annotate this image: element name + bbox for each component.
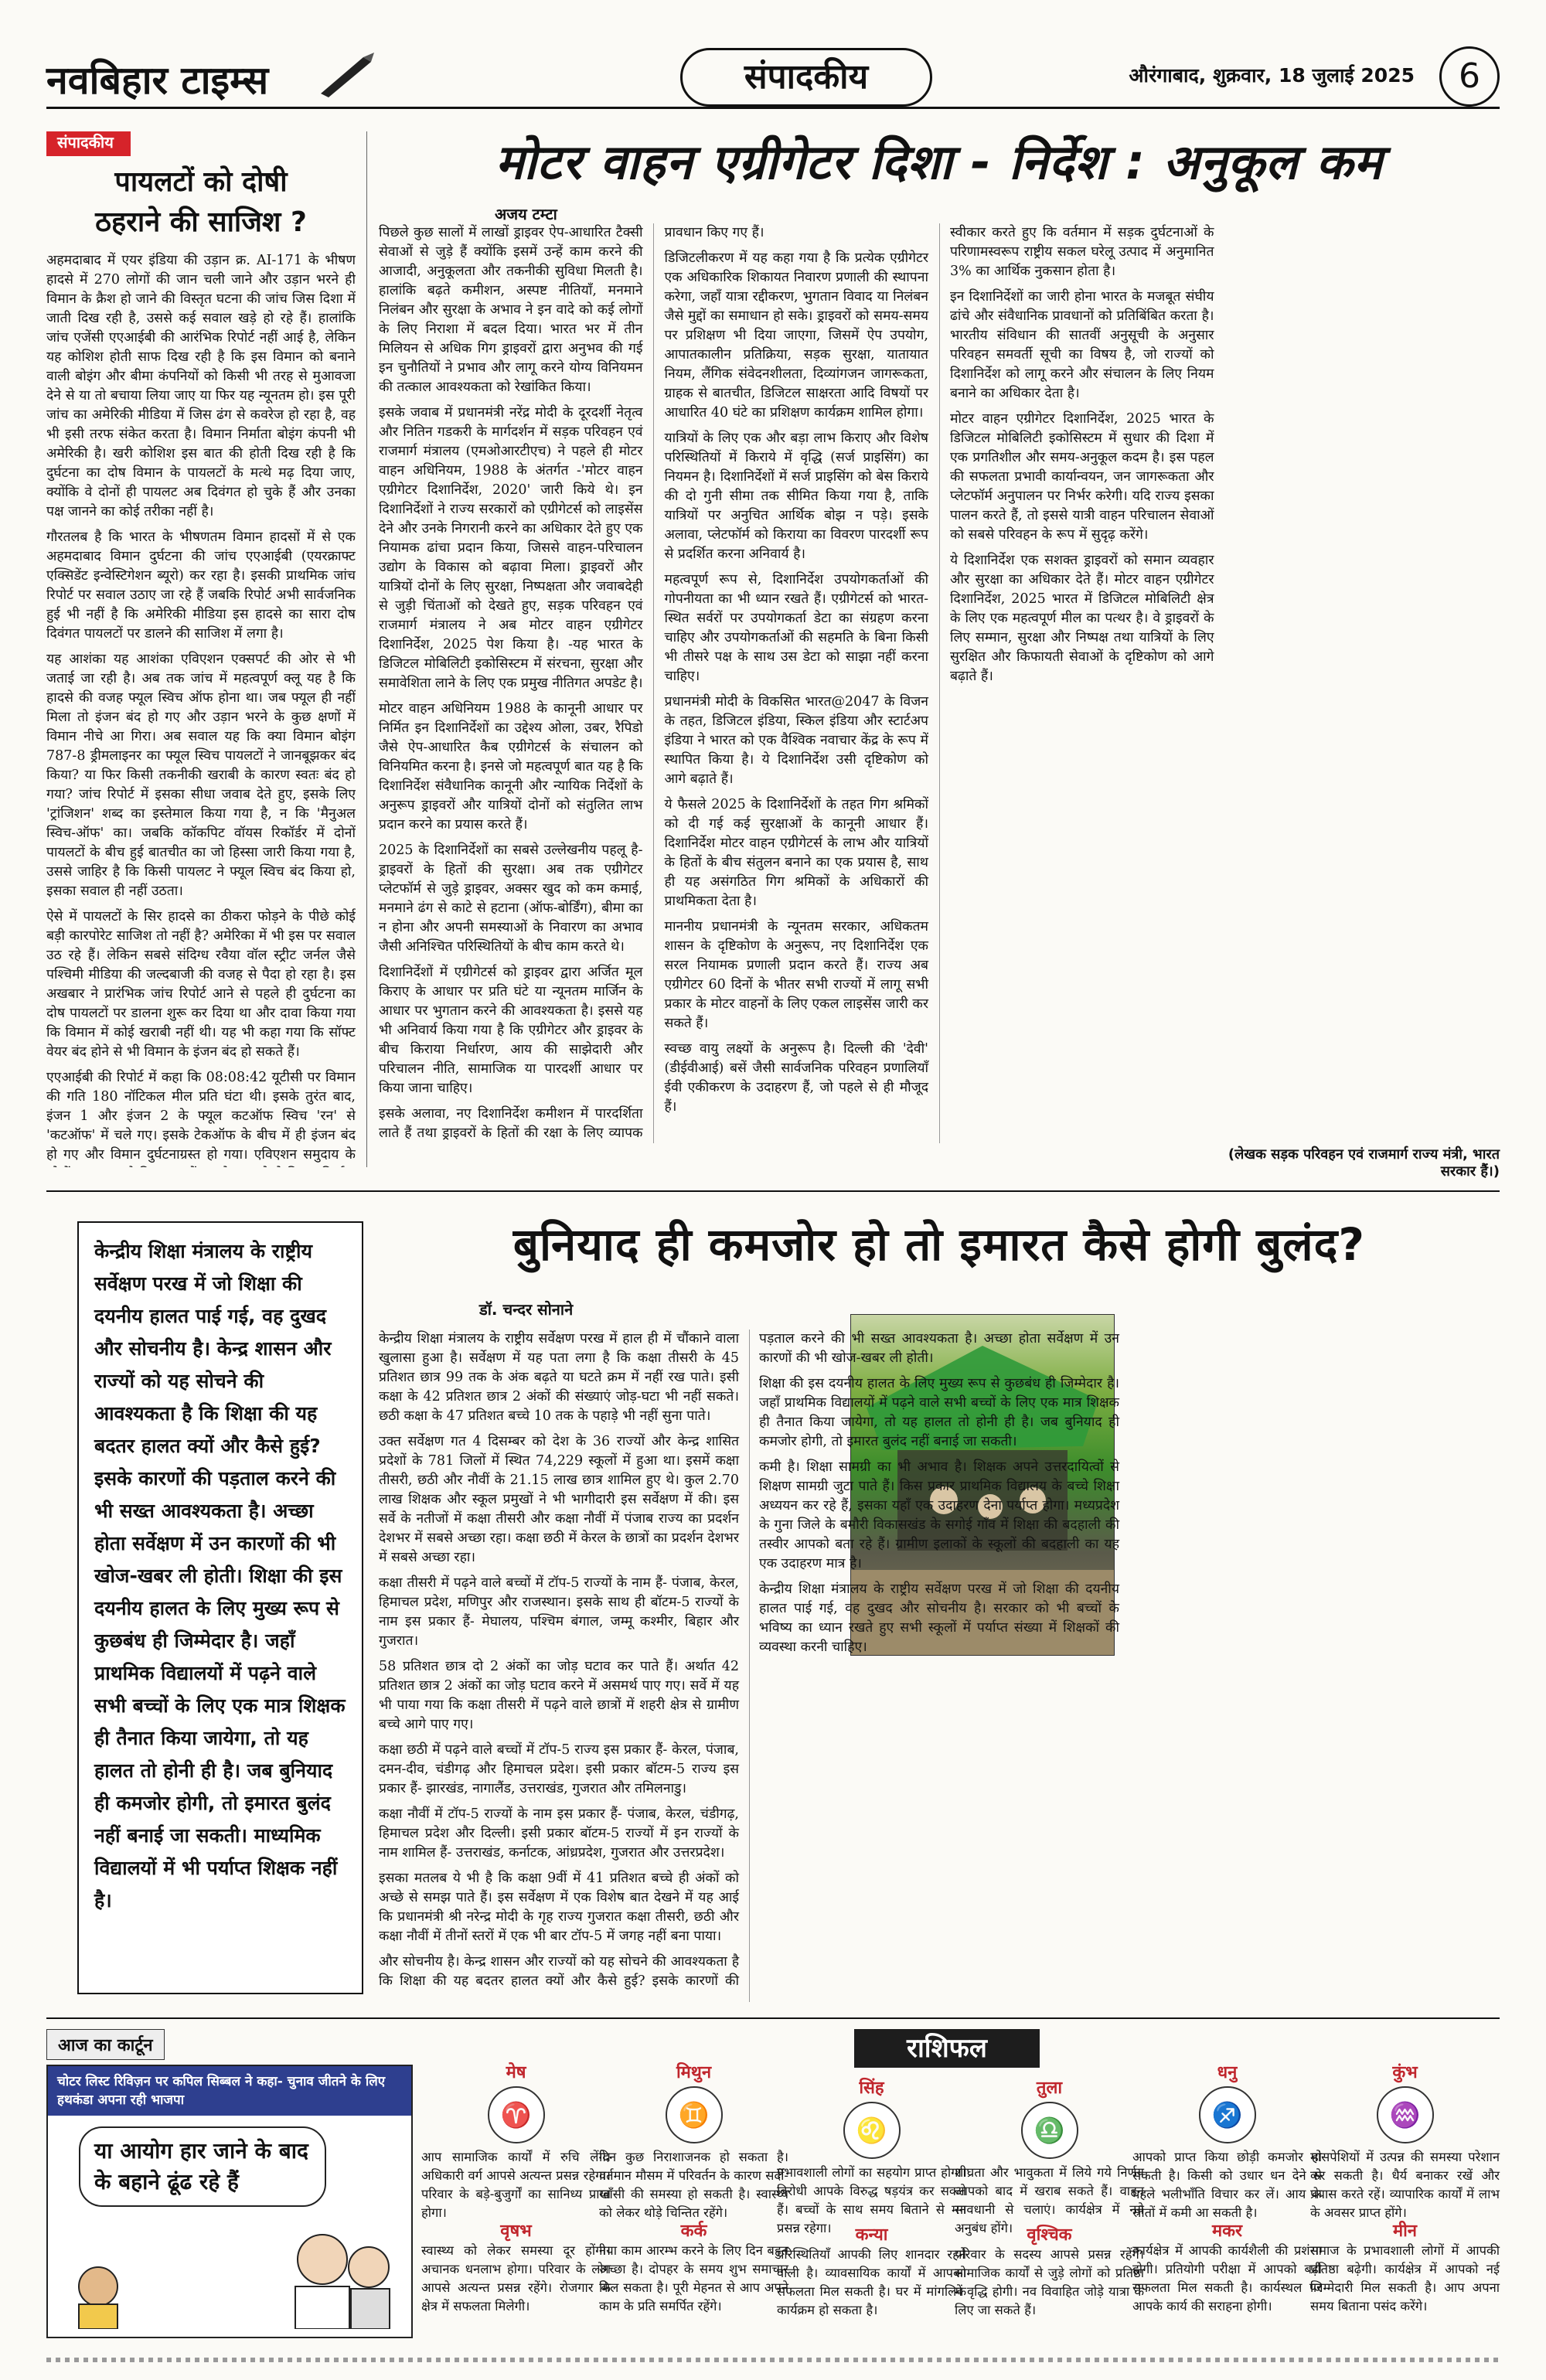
speech-bubble: या आयोग हार जाने के बाद के बहाने ढूंढ रहे हैं: [79, 2126, 326, 2207]
sign-text: कार्यक्षेत्र में आपकी कार्यशैली की प्रशंसा होगी। प्रतियोगी परीक्षा में आपको बड़ी सफलता मिल सकती है। कार्यस्थल पर आपके कार्य की सराहना होगी।: [1132, 2243, 1322, 2314]
sign-makar: [1132, 2218, 1322, 2316]
main-body: [379, 223, 1500, 1143]
cartoon-panel: [46, 2029, 410, 2338]
sign-text: आपको प्राप्त किया छोड़ी कमजोर हो सकती है। किसी को उधार धन देने से पहले भलीभाँति विचार कर लें। आय के स्रोतों में कमी आ सकती है।: [1132, 2150, 1322, 2220]
leo-icon: ♌: [843, 2102, 901, 2159]
sign-text: नया काम आरम्भ करने के लिए दिन बहुत अच्छा है। दोपहर के समय शुभ समाचार मिल सकता है। पूरी मेहनत से आप अपने काम के प्रति समर्पित रहेंगे।: [599, 2243, 788, 2314]
left-editorial: [46, 131, 356, 1167]
main-paragraph: डिजिटलीकरण में यह कहा गया है कि प्रत्येक एग्रीगेटर एक अधिकारिक शिकायत निवारण प्रणाली की स्थापना करेगा, जहाँ यात्रा रद्दीकरण, भुगतान विवाद या निलंबन जैसे मुद्दों का समाधान हो सके। ड्राइवरों को समय-समय पर प्रशिक्षण भी दिया जाएगा, जिसमें ऐप उपयोग, आपातकालीन प्रतिक्रिया, सड़क सुरक्षा, यातायात नियम, लैंगिक संवेदनशीलता, दिव्यांगजन जागरूकता, ग्राहक से बातचीत, डिजिटल साक्षरता आदि विषयों पर आधारित 40 घंटे का प्रशिक्षण कार्यक्रम शामिल होगा।: [664, 250, 928, 421]
sign-name: मीन: [1392, 2222, 1418, 2241]
issue-date: औरंगाबाद, शुक्रवार, 18 जुलाई 2025: [1129, 64, 1415, 87]
main-byline: अजय टम्टा: [495, 205, 557, 223]
sign-vrishchik: [955, 2222, 1144, 2320]
main-paragraph: महत्वपूर्ण रूप से, दिशानिर्देश उपयोगकर्ताओं की गोपनीयता का भी ध्यान रखते हैं। एग्रीगेटर्स को भारत-स्थित सर्वरों पर उपयोगकर्ता डेटा का संग्रहण करना चाहिए और उपयोगकर्ताओं की सहमति के बिना किसी भी तीसरे पक्ष के साथ उस डेटा को साझा नहीं करना चाहिए।: [664, 572, 928, 684]
second-paragraph: इसका मतलब ये भी है कि कक्षा 9वीं में 41 प्रतिशत बच्चे ही अंकों को अच्छे से समझ पाते हैं। इस सर्वेक्षण में एक विशेष बात देखने में यह आई कि प्रधानमंत्री श्री नरेन्द्र मोदी के गृह राज्य गुजरात कक्षा तीसरी, छठी और कक्षा नौवीं में तीनों स्तरों में एक भी बार टॉप-5 में जगह नहीं बना पाया।: [379, 1871, 739, 1944]
sign-text: शीघ्रता और भावुकता में लिये गये निर्णय आपको बाद में खराब सकते हैं। वाहन सावधानी से चलाएं। कार्यक्षेत्र में नये अनुबंध होंगे।: [955, 2165, 1144, 2235]
main-paragraph: मोटर वाहन अधिनियम 1988 के कानूनी आधार पर निर्मित इन दिशानिर्देशों का उद्देश्य ओला, उबर, रैपिडो जैसे ऐप-आधारित कैब एग्रीगेटर्स के संचालन को विनियमित करना है। इनसे जो महत्वपूर्ण बात यह है कि दिशानिर्देश संवैधानिक कानूनी और न्यायिक निर्देशों के अनुरूप ड्राइवरों और यात्रियों दोनों को संतुलित लाभ प्रदान करने का प्रयास करते हैं।: [379, 701, 643, 832]
main-paragraph: 2025 के दिशानिर्देशों का सबसे उल्लेखनीय पहलू है-ड्राइवरों के हितों की सुरक्षा। अब तक एग्रीगेटर प्लेटफॉर्म से जुड़े ड्राइवर, अक्सर खुद को कम कमाई, मनमाने ढंग से काटे से हटाना (ऑफ-बोर्डिंग), बीमा का न होना और अपनी समस्याओं के निवारण का अभाव जैसी अनिश्चित परिस्थितियों के बीच काम करते थे।: [379, 843, 643, 955]
second-paragraph: उक्त सर्वेक्षण गत 4 दिसम्बर को देश के 36 राज्यों और केन्द्र शासित प्रदेशों के 781 जिलों में स्थित 74,229 स्कूलों में हुआ था। इसमें कक्षा तीसरी, छठी और नौवीं के 21.15 लाख छात्र शामिल हुए थे। कुल 2.70 लाख शिक्षक और स्कूल प्रमुखों ने भी भागीदारी इस सर्वेक्षण में की। इस सर्वे के नतीजों में कक्षा तीसरी और कक्षा नौवीं में पंजाब राज्य का प्रदर्शन देशभर में सबसे अच्छा रहा। कक्षा छठी में केरल के छात्रों का प्रदर्शन देशभर में सबसे अच्छा रहा।: [379, 1434, 739, 1565]
sign-name: सिंह: [859, 2079, 884, 2098]
second-paragraph: और सोचनीय है। केन्द्र शासन और राज्यों को यह सोचने की आवश्यकता है कि शिक्षा की यह बदतर हालत क्यों और कैसे हुई? इसके कारणों की पड़ताल करने की भी सख्त आवश्यकता है। अच्छा होता सर्वेक्षण में उन कारणों की भी खोज-खबर ली होती।: [379, 1331, 1119, 1989]
aquarius-icon: ♒: [1377, 2086, 1434, 2143]
main-article: [379, 128, 1500, 1180]
cartoon-frame: [46, 2065, 413, 2338]
pull-quote-text: केन्द्रीय शिक्षा मंत्रालय के राष्ट्रीय सर्वेक्षण परख में जो शिक्षा की दयनीय हालत पाई गई, वह दुखद और सोचनीय है। केन्द्र शासन और राज्यों को यह सोचने की आवश्यकता है कि शिक्षा की यह बदतर हालत क्यों और कैसे हुई? इसके कारणों की पड़ताल करने की भी सख्त आवश्यकता है। अच्छा होता सर्वेक्षण में उन कारणों की भी खोज-खबर ली होती। शिक्षा की इस दयनीय हालत के लिए मुख्य रूप से कुछबंध ही जिम्मेदार है। जहाँ प्राथमिक विद्यालयों में पढ़ने वाले सभी बच्चों के लिए एक मात्र शिक्षक ही तैनात किया जायेगा, तो यह हालत तो होनी ही है। जब बुनियाद ही कमजोर होगी, तो इमारत बुलंद नहीं बनाई जा सकती। माध्यमिक विद्यालयों में भी पर्याप्त शिक्षक नहीं है।: [94, 1240, 346, 1912]
editorial-paragraph: यह आशंका यह आशंका एविएशन एक्सपर्ट की ओर से भी जताई जा रही है। अब तक जांच में महत्वपूर्ण क्लू यह है कि हादसे की वजह फ्यूल स्विच ऑफ होना था। जब फ्यूल ही नहीं मिला तो इंजन बंद हो गए और उड़ान भरने के कुछ क्षणों में विमान नीचे आ गिरा। अब सवाल यह कि क्या विमान बोइंग 787-8 ड्रीमलाइनर का फ्यूल स्विच पायलटों ने जानबूझकर बंद किया? या फिर किसी तकनीकी खराबी के कारण स्वतः बंद हो गया? जांच रिपोर्ट में इसका सीधा जवाब देते हुए, इसके लिए 'ट्रांजिशन' शब्द का इस्तेमाल किया गया है, न कि 'मैनुअल स्विच-ऑफ' का। जबकि कॉकपिट वॉयस रिकॉर्डर में दोनों पायलटों के बीच हुई बातचीत का जो हिस्सा जारी किया गया है, उससे जाहिर है कि किसी पायलट ने फ्यूल स्विच बंद किया हो, इसका सवाल ही नहीं उठता।: [46, 652, 356, 899]
main-paragraph: स्वीकार करते हुए कि वर्तमान में सड़क दुर्घटनाओं के परिणामस्वरूप राष्ट्रीय सकल घरेलू उत्पाद में अनुमानित 3% का आर्थिक नुकसान होता है।: [950, 225, 1214, 279]
sign-name: कर्क: [680, 2222, 707, 2241]
second-headline: बुनियाद ही कमजोर हो तो इमारत कैसे होगी बुलंद?: [512, 1218, 1366, 1271]
main-paragraph: स्वच्छ वायु लक्ष्यों के अनुरूप है। दिल्ली की 'देवी' (डीईवीआई) बसें जैसी सार्वजनिक परिवहन प्रणालियाँ ईवी एकीकरण के उदाहरण हैं, जो पहले से ही मौजूद हैं।: [664, 1041, 928, 1115]
editorial-paragraph: गौरतलब है कि भारत के भीषणतम विमान हादसों में से एक अहमदाबाद विमान दुर्घटना की जांच एएआईबी (एयरक्राफ्ट एक्सिडेंट इन्वेस्टिगेशन ब्यूरो) कर रहा है। इसकी प्राथमिक जांच रिपोर्ट पर सवाल उठाए जा रहे हैं जबकि रिपोर्ट अभी सार्वजनिक हुई भी नहीं है कि अमेरिकी मीडिया इस हादसे का सारा दोष दिवंगत पायलटों पर डालने की साजिश में लगा है।: [46, 529, 356, 642]
cartoon-label: आज का कार्टून: [46, 2029, 165, 2060]
cartoon-figure-icon: [280, 2228, 396, 2329]
second-paragraph: कमी है। शिक्षा सामग्री का भी अभाव है। शिक्षक अपने उत्तरदायित्वों से शिक्षण सामग्री जुटा पाते हैं। किस प्रकार प्राथमिक विद्यालय के बच्चे शिक्षा अध्ययन कर रहे हैं, इसका यहाँ एक उदाहरण देना पर्याप्त होगा। मध्यप्रदेश के गुना जिले के बमौरी विकासखंड के सगोई गाँव में शिक्षा की बदहाली की तस्वीर आपको बता रहे हैं। ग्रामीण इलाकों के स्कूलों की बदहाली का यह एक उदाहरण मात्र है।: [759, 1459, 1119, 1571]
main-paragraph: दिशानिर्देशों में एग्रीगेटर्स को ड्राइवर द्वारा अर्जित मूल किराए के आधार पर प्रति घंटे या न्यूनतम मार्जिन के आधार पर भुगतान करने की आवश्यकता है। इससे यह भी अनिवार्य किया गया है कि एग्रीगेटर और ड्राइवर के बीच किराया निर्धारण, आय की साझेदारी और परिचालन नीति, सामाजिक या पारदर्शी आधार पर किया जाना चाहिए।: [379, 965, 643, 1096]
sign-name: तुला: [1036, 2079, 1063, 2098]
sign-text: दिन कुछ निराशाजनक हो सकता है। वर्तमान मौसम में परिवर्तन के कारण सर्दी-खाँसी की समस्या हो सकती है। स्वास्थ्य को लेकर थोड़े चिन्तित रहेंगे।: [599, 2150, 788, 2220]
main-paragraph: माननीय प्रधानमंत्री के न्यूनतम सरकार, अधिकतम शासन के दृष्टिकोण के अनुरूप, नए दिशानिर्देश एक सरल नियामक प्रणाली प्रदान करते हैं। राज्य अब एग्रीगेटर 60 दिनों के भीतर सभी राज्यों में लागू सभी प्रकार के मोटर वाहनों के लिए एकल लाइसेंस जारी कर सकते हैं।: [664, 919, 928, 1031]
sign-name: कन्या: [855, 2225, 888, 2245]
main-paragraph: मोटर वाहन एग्रीगेटर दिशानिर्देश, 2025 भारत के डिजिटल मोबिलिटी इकोसिस्टम में सुधार की दिशा में एक प्रगतिशील और समय-अनुकूल कदम है। इस पहल की सफलता प्रभावी कार्यान्वयन, जन जागरूकता और प्लेटफॉर्म अनुपालन पर निर्भर करेगी। यदि राज्य इसका पालन करते हैं, तो इससे यात्री वाहन परिचालन सेवाओं को सबसे परिवहन के रूप में सुदृढ़ करेंगे।: [950, 411, 1214, 543]
editorial-tag: [46, 131, 356, 152]
sign-tula: [955, 2075, 1144, 2238]
sign-text: परिस्थितियाँ आपकी लिए शानदार रहने वाली है। व्यावसायिक कार्यों में आपको सफलता मिल सकती है। घर में मांगलिक कार्यक्रम हो सकता है।: [777, 2247, 966, 2317]
main-paragraph: इसके अलावा, नए दिशानिर्देश कमीशन में पारदर्शिता लाते हैं तथा ड्राइवरों के हितों की रक्षा के लिए व्यापक प्रावधान किए गए हैं।: [379, 225, 764, 1141]
section-title: संपादकीय: [680, 48, 932, 107]
main-paragraph: इन दिशानिर्देशों का जारी होना भारत के मजबूत संघीय ढांचे और संवैधानिक प्रावधानों को प्रतिबिंबित करता है। भारतीय संविधान की सातवीं अनुसूची के अनुसार परिवहन समवर्ती सूची का विषय है, जो राज्यों को दिशानिर्देश को लागू करने और संचालन के लिए नियम बनाने का अधिकार देता है।: [950, 289, 1214, 401]
sign-kanya: [777, 2222, 966, 2320]
sign-mithun: [599, 2060, 788, 2222]
pull-quote: [77, 1221, 363, 1994]
sign-text: परिवार के सदस्य आपसे प्रसन्न रहेंगे। सामाजिक कार्यों से जुड़े लोगों को प्रतिष्ठा में वृद्धि होगी। नव विवाहित जोड़े यात्रा के लिए जा सकते हैं।: [955, 2247, 1144, 2317]
second-paragraph: कक्षा छठी में पढ़ने वाले बच्चों में टॉप-5 राज्य इस प्रकार हैं- केरल, पंजाब, दमन-दीव, चंडीगढ़ और हिमाचल प्रदेश। इसी प्रकार बॉटम-5 राज्य इस प्रकार हैं- झारखंड, नागालैंड, उत्तराखंड, गुजरात और तमिलनाडु।: [379, 1742, 739, 1796]
main-paragraph: प्रधानमंत्री मोदी के विकसित भारत@2047 के विजन के तहत, डिजिटल इंडिया, स्किल इंडिया और स्टार्टअप इंडिया ने भारत को एक वैश्विक नवाचार केंद्र के रूप में स्थापित किया है। ये दिशानिर्देश उसी दृष्टिकोण को आगे बढ़ाते हैं।: [664, 694, 928, 787]
second-article-headline-wrap: [379, 1210, 1500, 1279]
main-paragraph: ये दिशानिर्देश एक सशक्त ड्राइवरों को समान व्यवहार और सुरक्षा का अधिकार देते हैं। मोटर वाहन एग्रीगेटर दिशानिर्देश, 2025 भारत में डिजिटल मोबिलिटी क्षेत्र के लिए एक महत्वपूर्ण मील का पत्थर है। वे ड्राइवरों के लिए सम्मान, सुरक्षा और निष्पक्ष तथा यात्रियों के लिए सुरक्षित और किफायती सेवाओं के दृष्टिकोण को आगे बढ़ाते हैं।: [950, 553, 1214, 684]
pen-icon: [317, 51, 379, 97]
editorial-body: [46, 251, 356, 1167]
editorial-paragraph: ऐसे में पायलटों के सिर हादसे का ठीकरा फोड़ने के पीछे कोई बड़ी कारपोरेट साजिश तो नहीं है? अमेरिका में भी इस पर सवाल उठ रहे हैं। लेकिन सबसे संदिग्ध रवैया वॉल स्ट्रीट जर्नल जैसे पश्चिमी मीडिया की जल्दबाजी की वजह से पैदा हो रहा है। इस अखबार ने प्रारंभिक जांच रिपोर्ट आने से पहले ही दुर्घटना का दोष पायलटों पर डालना शुरू कर दिया था और दावा किया गया कि विमान में कोई खराबी नहीं थी। यह भी कहा गया कि सॉफ्ट वेयर बंद होने से भी विमान के इंजन बंद हो सकते हैं।: [46, 909, 356, 1060]
rashifal-title: राशिफल: [854, 2029, 1040, 2068]
sign-text: मांसपेशियों में उत्पन्न की समस्या परेशान कर सकती है। धैर्य बनाकर रखें और प्रयास करते रहें। व्यापारिक कार्यों में लाभ के अवसर प्राप्त होंगे।: [1310, 2150, 1500, 2220]
sign-dhanu: [1132, 2060, 1322, 2222]
second-paragraph: 58 प्रतिशत छात्र दो 2 अंकों का जोड़ घटाव कर पाते हैं। अर्थात 42 प्रतिशत छात्र 2 अंकों का जोड़ घटाव करने में असमर्थ पाए गए। सर्वे में यह भी पाया गया कि कक्षा तीसरी में पढ़ने वाले छात्रों में शहरी क्षेत्र से ग्रामीण बच्चे आगे पाए गए।: [379, 1659, 739, 1732]
paper-name: नवबिहार टाइम्स: [46, 58, 269, 103]
sign-kumbh: [1310, 2060, 1500, 2222]
main-headline: मोटर वाहन एग्रीगेटर दिशा - निर्देश : अनुकूल कम: [495, 134, 1384, 190]
second-byline: डॉ. चन्दर सोनाने: [479, 1300, 574, 1319]
main-paragraph: ये फैसले 2025 के दिशानिर्देशों के तहत गिग श्रमिकों को दी गई कई सुरक्षाओं के कानूनी आधार हैं। दिशानिर्देश मोटर वाहन एग्रीगेटर्स के लाभ और यात्रियों के हितों के बीच संतुलन बनाने का एक प्रयास है, साथ ही यह असंगठित गिग श्रमिकों के अधिकारों की प्राथमिकता देता है।: [664, 797, 928, 909]
sign-kark: [599, 2218, 788, 2316]
sign-meen: [1310, 2218, 1500, 2316]
editorial-title-line-2: ठहराने की साजिश ?: [95, 206, 307, 238]
sign-mesh: [421, 2060, 611, 2222]
second-paragraph: केन्द्रीय शिक्षा मंत्रालय के राष्ट्रीय सर्वेक्षण परख में जो शिक्षा की दयनीय हालत पाई गई, वह दुखद और सोचनीय है। सरकार को भी बच्चों के भविष्य का ध्यान रखते हुए सभी स्कूलों में पर्याप्त संख्या में शिक्षकों की व्यवस्था करनी चाहिए।: [759, 1582, 1119, 1655]
editorial-tag-label: संपादकीय: [46, 131, 131, 156]
cartoon-label-wrap: [46, 2029, 410, 2060]
sign-name: वृषभ: [500, 2222, 532, 2241]
second-paragraph: केन्द्रीय शिक्षा मंत्रालय के राष्ट्रीय सर्वेक्षण परख में हाल ही में चौंकाने वाला खुलासा हुआ है। सर्वेक्षण में यह पता लगा है कि कक्षा तीसरी के 45 प्रतिशत छात्र 99 तक के अंक बढ़ते या घटते क्रम में नहीं रख पाते। इसी कक्षा के 42 प्रतिशत छात्र 2 अंकों की संख्याएं जोड़-घटा भी नहीं सकते। छठी कक्षा के 47 प्रतिशत बच्चे 10 तक के पहाड़े भी नहीं सुना पाते।: [379, 1331, 739, 1424]
sign-name: मेष: [506, 2063, 526, 2082]
second-paragraph: शिक्षा की इस दयनीय हालत के लिए मुख्य रूप से कुछबंध ही जिम्मेदार है। जहाँ प्राथमिक विद्यालयों में पढ़ने वाले सभी बच्चों के लिए एक मात्र शिक्षक ही तैनात किया जायेगा, तो यह हालत तो होनी ही है। जब बुनियाद ही कमजोर होगी, तो इमारत बुलंद नहीं बनाई जा सकती।: [759, 1376, 1119, 1449]
cartoon-small-figure-icon: [63, 2259, 133, 2329]
second-paragraph: कक्षा नौवीं में टॉप-5 राज्यों के नाम इस प्रकार हैं- पंजाब, केरल, चंडीगढ़, हिमाचल प्रदेश और दिल्ली। इसी प्रकार बॉटम-5 राज्यों में इन राज्यों के नाम शामिल हैं- उत्तराखंड, कर्नाटक, आंध्रप्रदेश, गुजरात और उत्तरप्रदेश।: [379, 1806, 739, 1861]
section-divider: [46, 1190, 1500, 1192]
bottom-border: [46, 2358, 1500, 2362]
second-body: [379, 1330, 1500, 2002]
gemini-icon: ♊: [666, 2086, 723, 2143]
main-paragraph: इसके जवाब में प्रधानमंत्री नरेंद्र मोदी के दूरदर्शी नेतृत्व और नितिन गडकरी के मार्गदर्शन में सड़क परिवहन एवं राजमार्ग मंत्रालय (एमओआरटीएच) ने पहले ही मोटर वाहन अधिनियम, 1988 के अंतर्गत -'मोटर वाहन एग्रीगेटर दिशानिर्देश, 2020' जारी किये थे। इन दिशानिर्देशों ने राज्य सरकारों को एग्रीगेटर्स को लाइसेंस देने और उनके निगरानी करने का अधिकार देते हुए एक नियामक ढांचा प्रदान किया, जिससे वाहन-परिचालन उद्योग के विकास को बढ़ावा मिला। ड्राइवरों और यात्रियों दोनों के लिए सुरक्षा, निष्पक्षता और जवाबदेही से जुड़ी चिंताओं को देखते हुए, सड़क परिवहन एवं राजमार्ग मंत्रालय ने अब मोटर वाहन एग्रीगेटर दिशानिर्देश, 2025 पेश किया है। -यह भारत के डिजिटल मोबिलिटी इकोसिस्टम में संरचना, सुरक्षा और समावेशिता लाने के लिए एक प्रमुख नीतिगत अपडेट है।: [379, 405, 643, 691]
second-paragraph: कक्षा तीसरी में पढ़ने वाले बच्चों में टॉप-5 राज्यों के नाम हैं- पंजाब, केरल, हिमाचल प्रदेश, मणिपुर और राजस्थान। इसके साथ ही बॉटम-5 राज्यों के नाम इस प्रकार हैं- मेघालय, पश्चिम बंगाल, जम्मू कश्मीर, बिहार और गुजरात।: [379, 1575, 739, 1649]
sign-text: स्वास्थ्य को लेकर समस्या दूर होंगी। अचानक धनलाभ होगा। परिवार के लोग आपसे अत्यन्त प्रसन्न रहेंगे। रोजगार के क्षेत्र में सफलता मिलेगी।: [421, 2243, 611, 2314]
cartoon-caption: चोटर लिस्ट रिविज़न पर कपिल सिब्बल ने कहा- चुनाव जीतने के लिए हथकंडा अपना रही भाजपा: [48, 2066, 411, 2116]
page-number: 6: [1439, 46, 1500, 107]
sign-text: प्रभावशाली लोगों का सहयोग प्राप्त होगा। विरोधी आपके विरुद्ध षड़यंत्र कर सकते हैं। बच्चों के साथ समय बिताने से मन प्रसन्न रहेगा।: [777, 2165, 966, 2235]
author-note: (लेखक सड़क परिवहन एवं राजमार्ग राज्य मंत्री, भारत सरकार हैं।): [1228, 1146, 1500, 1180]
sign-text: आप सामाजिक कार्यों में रुचि लेंगे। अधिकारी वर्ग आपसे अत्यन्त प्रसन्न रहेगा। परिवार के बड़े-बुजुर्गों का सानिध्य प्राप्त होगा।: [421, 2150, 611, 2220]
sign-name: धनु: [1217, 2063, 1238, 2082]
sign-vrishabh: [421, 2218, 611, 2316]
sign-text: समाज के प्रभावशाली लोगों में आपकी प्रतिष्ठा बढ़ेगी। कार्यक्षेत्र में आपको नई जिम्मेदारी मिल सकती है। आप अपना समय बिताना पसंद करेंगे।: [1310, 2243, 1500, 2314]
rashifal-panel: [421, 2029, 1500, 2354]
editorial-paragraph: अहमदाबाद में एयर इंडिया की उड़ान क्र. AI-171 के भीषण हादसे में 270 लोगों की जान चली जाने और उड़ान भरने ही विमान के क्रैश हो जाने की विस्तृत घटना की जांच जिस दिशा में जाती दिख रही है, उससे कई सवाल खड़े हो रहे हैं। हालांकि जांच एजेंसी एएआईबी की आरंभिक रिपोर्ट नहीं आई है, लेकिन यह कोशिश होती साफ दिख रही है कि इस विमान को बनाने वाली बोइंग और बीमा कंपनियों को किसी भी तरह से मुआवजा देने से या तो बचाया लिया जाए या फिर यह न्यूनतम हो। इस पूरी जांच का अमेरिकी मीडिया में जिस ढंग से कवरेज हो रहा है, वह भी इसी तरफ संकेत करता है। विमान निर्माता बोइंग कंपनी भी अमेरिकी है। खरी कोशिश इस बात की होती दिख रही है कि दुर्घटना का दोष विमान के पायलटों के मत्थे मढ़ दिया जाए, क्योंकि वे दोनों ही पायलट अब दिवंगत हो चुके हैं और उनका पक्ष जानने का कोई तरीका नहीं है।: [46, 253, 356, 519]
sign-name: मकर: [1211, 2222, 1243, 2241]
sign-singh: [777, 2075, 966, 2238]
masthead: [46, 46, 1500, 109]
sagittarius-icon: ♐: [1199, 2086, 1256, 2143]
sign-name: मिथुन: [676, 2063, 712, 2082]
sign-name: वृश्चिक: [1027, 2225, 1072, 2245]
editorial-title-line-1: पायलटों को दोषी: [114, 166, 288, 198]
section-divider: [46, 2017, 1500, 2019]
libra-icon: ♎: [1021, 2102, 1078, 2159]
column-divider: [366, 131, 367, 1167]
main-paragraph: पिछले कुछ सालों में लाखों ड्राइवर ऐप-आधारित टैक्सी सेवाओं से जुड़े हैं क्योंकि इसमें उन्हें काम करने की आजादी, अनुकूलता और तकनीकी सुविधा मिलती है। हालांकि बढ़ते कमीशन, अस्पष्ट नीतियाँ, मनमाने निलंबन और सुरक्षा के अभाव ने इन वादे को कई लोगों के लिए निराशा में बदल दिया। भारत भर में तीन मिलियन से अधिक गिग ड्राइवरों द्वारा अनुभव की गई इन चुनौतियों ने प्रभाव और लागू करने योग्य विनियमन की तत्काल आवश्यकता को रेखांकित किया।: [379, 225, 643, 395]
editorial-paragraph: एएआईबी की रिपोर्ट में कहा कि 08:08:42 यूटीसी पर विमान की गति 180 नॉटिकल मील प्रति घंटा थी। इसके तुरंत बाद, इंजन 1 और इंजन 2 के फ्यूल कटऑफ स्विच 'रन' से 'कटऑफ' में चले गए। इसके टेकऑफ के बीच में ही इंजन बंद हो गए और विमान दुर्घटनाग्रस्त हो गया। एविएशन समुदाय के: [46, 1070, 356, 1163]
main-paragraph: यात्रियों के लिए एक और बड़ा लाभ किराए और विशेष परिस्थितियों में किराये में वृद्धि (सर्ज प्राइसिंग) का नियमन है। दिशानिर्देशों में सर्ज प्राइसिंग को बेस किराये की दो गुनी सीमा तक सीमित किया गया है, ताकि यात्रियों पर अनुचित आर्थिक बोझ न पड़े। इसके अलावा, प्लेटफॉर्म को किराया का विवरण पारदर्शी रूप से प्रदर्शित करना अनिवार्य है।: [664, 431, 928, 562]
aries-icon: ♈: [488, 2086, 545, 2143]
sign-name: कुंभ: [1392, 2063, 1418, 2082]
